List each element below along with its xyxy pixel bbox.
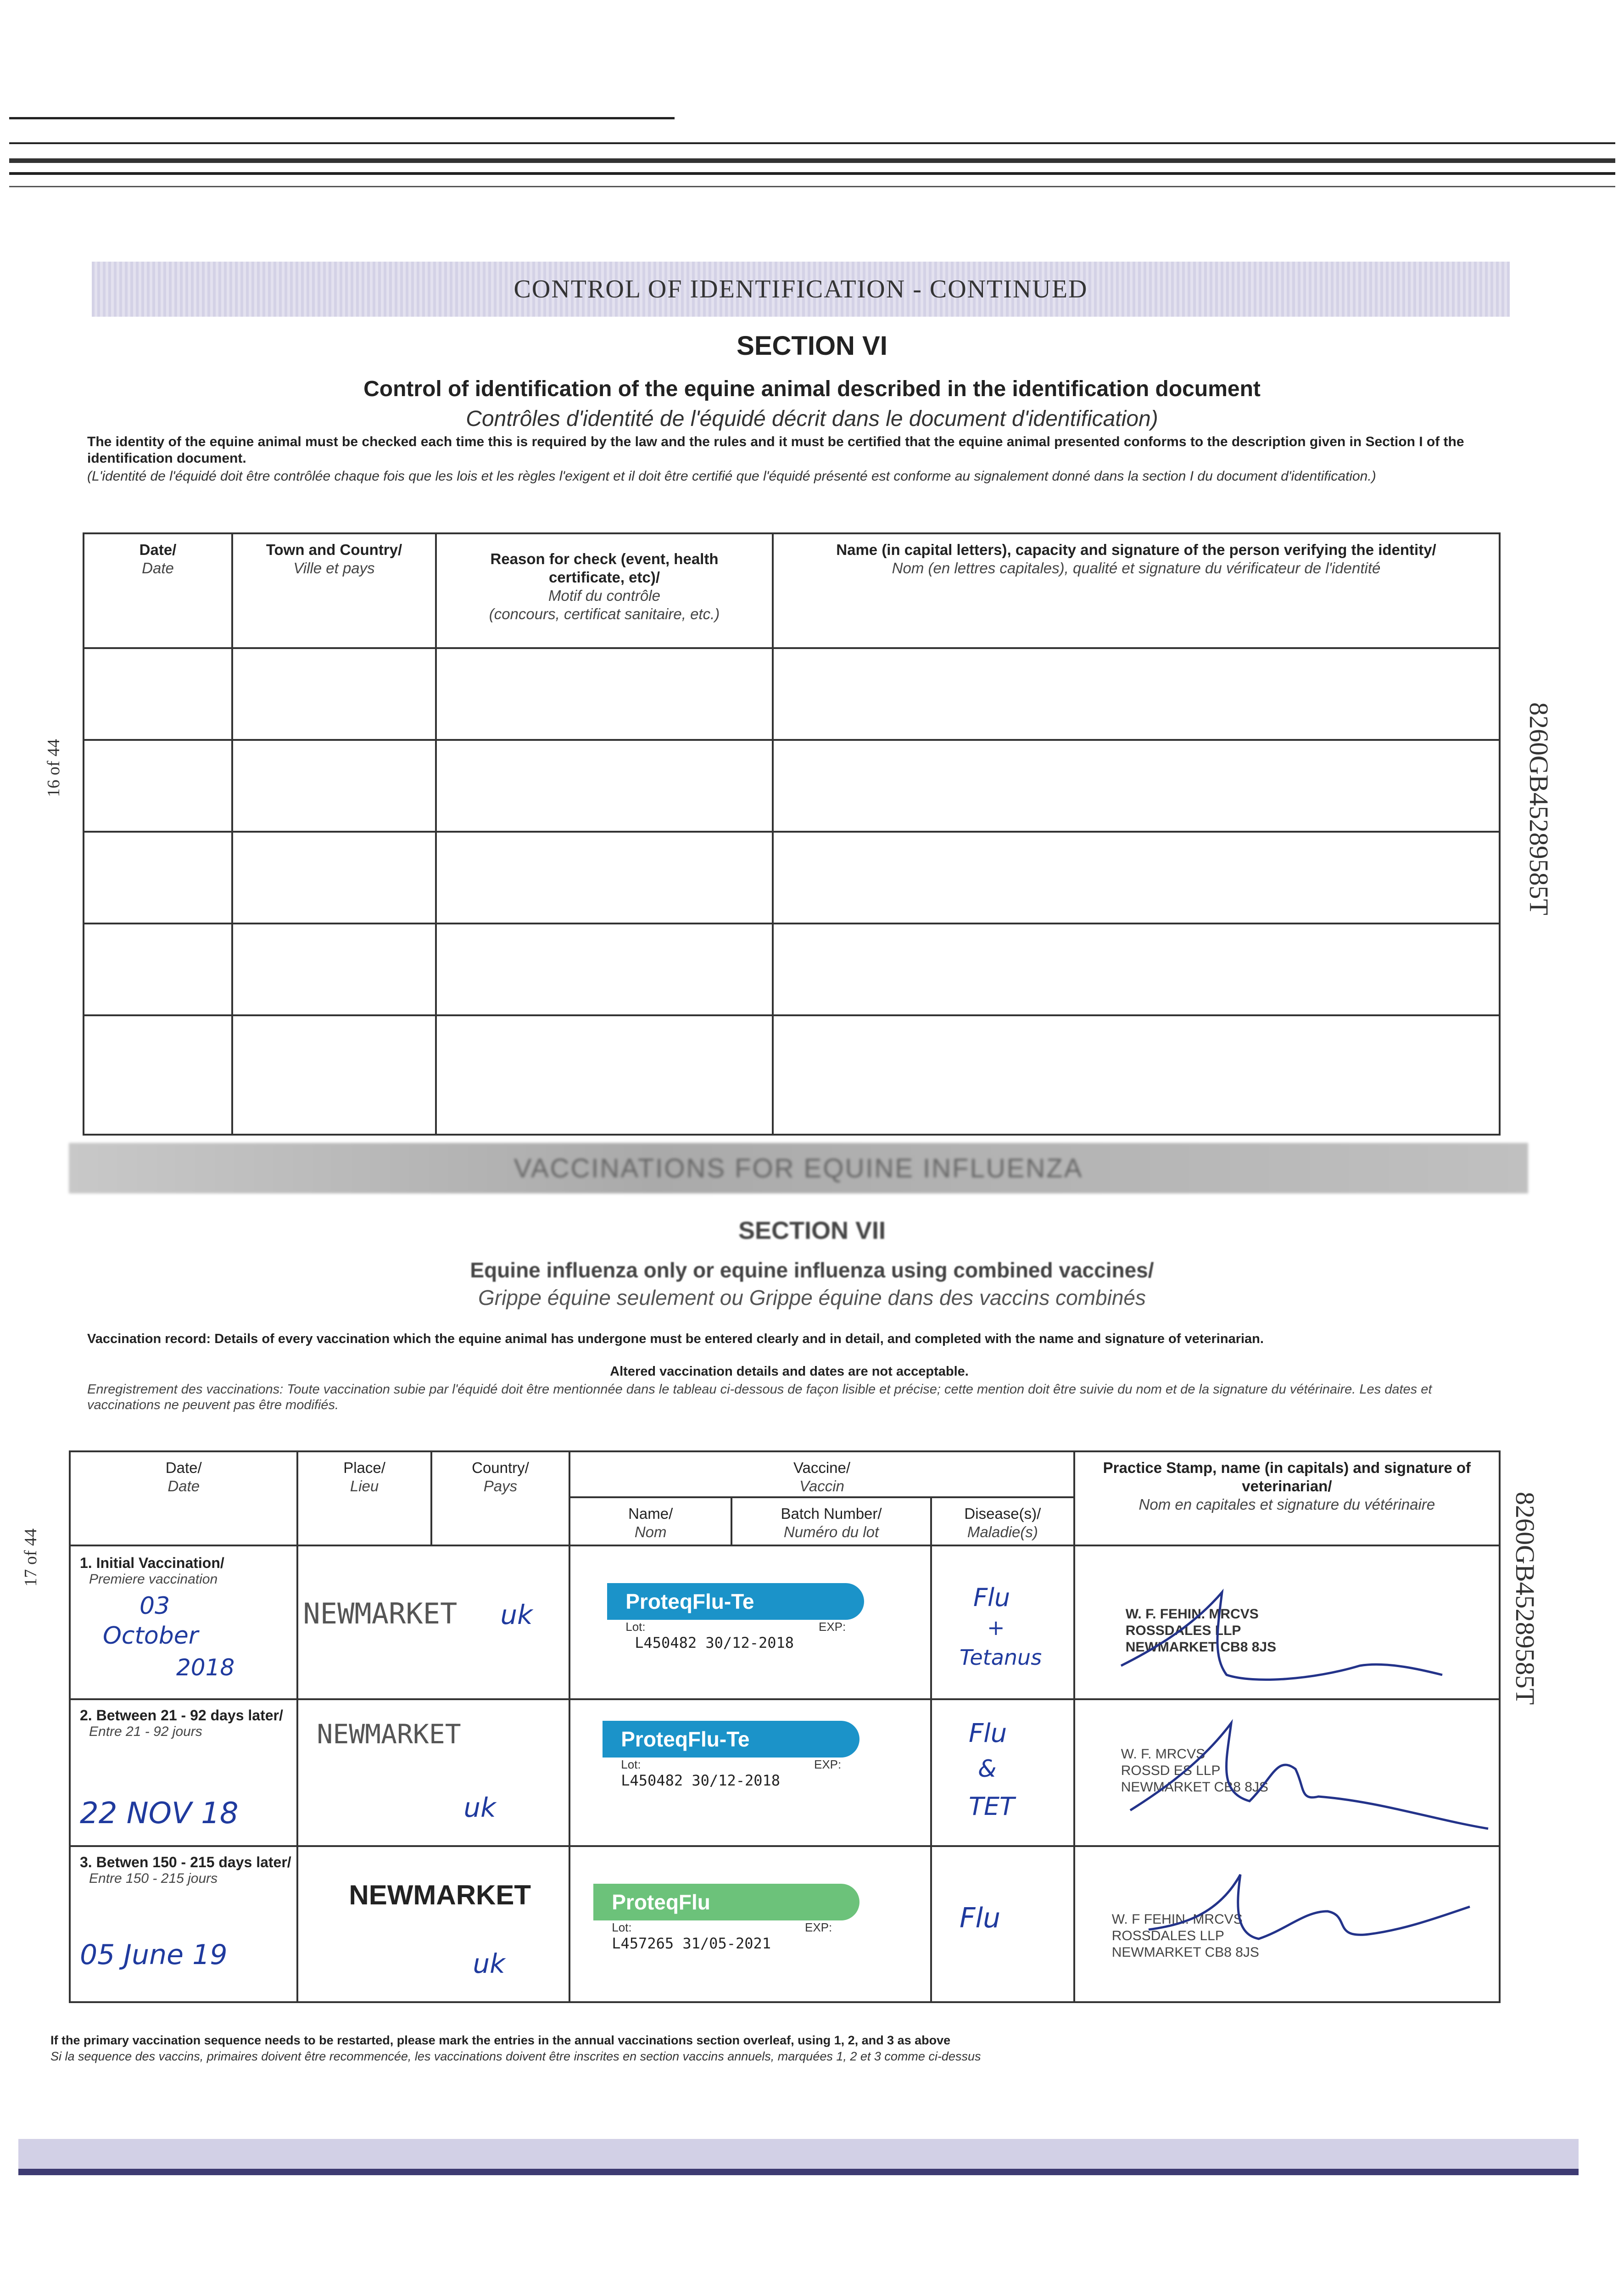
cover-edge-dark [18,2169,1579,2175]
cell[interactable] [436,924,773,1015]
passport-id-top: 8260GB45289585T [1524,702,1554,915]
lot-number: L450482 [635,1634,697,1651]
vax-header-country: Country/ Pays [431,1451,570,1545]
vax-place-country-cell[interactable] [297,1846,569,2002]
place-stamp: NEWMARKET [317,1718,461,1750]
handwritten-country: uk [500,1599,533,1630]
vet-signature [1112,1861,1488,1980]
vax-header-name: Name/ Nom [569,1497,731,1545]
vax-header-disease: Disease(s)/ Maladie(s) [931,1497,1074,1545]
cell[interactable] [773,924,1500,1015]
binding-line [9,186,1615,187]
binding-line [9,158,1615,163]
vax-header-date: Date/ Date [70,1451,297,1545]
vaccine-name: ProteqFlu-Te [603,1721,859,1758]
exp-date: 30/12-2018 [705,1634,794,1651]
vet-stamp: W. F FEHIN. MRCVS ROSSDALES LLP NEWMARKET CB8 8JS [1111,1912,1259,1960]
footnote-fr: Si la sequence des vaccins, primaires doivent être recommencée, les vaccinations doivent être inscrites en section vaccins annuels, marquées 1, 2 et 3 comme ci-dessus [50,2049,981,2063]
vax-stamp-cell[interactable] [1074,1545,1500,1699]
vaccine-name: ProteqFlu-Te [607,1583,864,1620]
vax-vaccine-cell[interactable] [569,1846,931,2002]
banner-text: CONTROL OF IDENTIFICATION - CONTINUED [513,275,1088,303]
header-town: Town and Country/ Ville et pays [232,533,436,648]
vax-vaccine-cell[interactable] [569,1699,931,1846]
binding-line [9,142,1615,144]
cell[interactable] [232,1015,436,1135]
vax-row-2 [70,1699,1500,1846]
cell[interactable] [232,924,436,1015]
section7-subtitle-fr: Grippe équine seulement ou Grippe équine dans des vaccins combinés [478,1286,1146,1310]
vaccine-label: ProteqFlu-Te Lot: EXP: L450482 30/12-2018 [607,1583,864,1651]
cell[interactable] [84,648,232,740]
header-reason: Reason for check (event, health certificate, etc)/ Motif du contrôle (concours, certificat sanitaire, etc.) [436,533,773,648]
section7-subtitle-en: Equine influenza only or equine influenza using combined vaccines/ [470,1258,1154,1282]
vax-stamp-cell[interactable] [1074,1699,1500,1846]
section6-subtitle-en: Control of identification of the equine animal described in the identification document [363,377,1261,401]
cell[interactable] [84,1015,232,1135]
cell[interactable] [773,648,1500,740]
cell[interactable] [773,1015,1500,1135]
vaccine-label: ProteqFlu-Te Lot: EXP: L450482 30/12-2018 [603,1721,859,1789]
cell[interactable] [232,832,436,924]
vax-stamp-cell[interactable] [1074,1846,1500,2002]
page-number-16: 16 of 44 [44,739,63,797]
passport-id-bottom: 8260GB45289585T [1510,1492,1540,1705]
record-text-en: Vaccination record: Details of every vaccination which the equine animal has undergone must be entered clearly and in detail, and completed with the name and signature of veterinarian. [87,1332,1264,1346]
vax-date-cell[interactable]: 3. Betwen 150 - 215 days later/ Entre 150 - 215 jours 05 June 19 [70,1846,297,2002]
section7-title: SECTION VII [738,1217,886,1244]
vax-place-country-cell[interactable] [297,1699,569,1846]
handwritten-country: uk [473,1948,505,1979]
vax-header-stamp: Practice Stamp, name (in capitals) and signature of veterinarian/ Nom en capitales et signature du vétérinaire [1074,1451,1500,1545]
vet-stamp: W. F. FEHIN. MRCVS ROSSDALES LLP NEWMARKET CB8 8JS [1125,1606,1277,1655]
vax-vaccine-cell[interactable] [569,1545,931,1699]
cell[interactable] [232,648,436,740]
vaccination-table [69,1450,1501,2003]
cell[interactable] [436,648,773,740]
exp-date: 31/05-2021 [682,1935,771,1952]
vax-disease-cell[interactable]: Flu [931,1846,1074,2002]
vaccine-name: ProteqFlu [593,1884,859,1920]
binding-line [9,117,675,119]
record-text-fr: Enregistrement des vaccinations: Toute vaccination subie par l'équidé doit être mentionnée dans le tableau ci-dessous de façon lisible et précise; cette mention doit être suivie du nom et de la signature du vétérinaire. Les dates et vaccinations ne peuvent pas être modifiés. [87,1382,1432,1412]
cell[interactable] [84,924,232,1015]
handwritten-date: 2018 [176,1654,235,1681]
header-verifier: Name (in capital letters), capacity and signature of the person verifying the identity/ Nom (en lettres capitales), qualité et signature du vérificateur de l'identité [773,533,1500,648]
vet-signature [1103,1709,1493,1842]
vax-row-1 [70,1545,1500,1699]
section6-subtitle-fr: Contrôles d'identité de l'équidé décrit dans le document d'identification) [466,407,1158,431]
cell[interactable] [773,740,1500,832]
header-date: Date/ Date [84,533,232,648]
identity-check-table [83,532,1501,1136]
handwritten-date: 22 NOV 18 [80,1797,239,1830]
handwritten-date: 03 [140,1592,170,1620]
cell[interactable] [436,832,773,924]
vax-header-batch: Batch Number/ Numéro du lot [731,1497,931,1545]
vax-date-cell[interactable]: 1. Initial Vaccination/ Premiere vaccination 03 October 2018 [70,1545,297,1699]
cell[interactable] [84,740,232,832]
cover-edge [18,2139,1579,2171]
place-stamp: NEWMARKET [349,1880,531,1910]
vax-disease-cell[interactable]: Flu & TET [931,1699,1074,1846]
lot-number: L457265 [612,1935,674,1952]
record-text-en-2: Altered vaccination details and dates are not acceptable. [610,1364,969,1379]
vaccinations-banner: VACCINATIONS FOR EQUINE INFLUENZA [69,1143,1528,1193]
cell[interactable] [232,740,436,832]
binding-line [9,172,1615,175]
exp-date: 30/12-2018 [692,1772,781,1789]
section6-intro-fr: (L'identité de l'équidé doit être contrôlée chaque fois que les lois et les règles l'exigent et il doit être certifié que l'équidé présenté est conforme au signalement donné dans la section I du document d'identification.) [87,469,1376,484]
control-identification-banner [92,262,1510,317]
vet-signature [1103,1574,1451,1693]
section6-title: SECTION VI [737,331,887,361]
cell[interactable] [84,832,232,924]
cell[interactable] [436,740,773,832]
handwritten-country: uk [463,1792,496,1823]
vax-header-place: Place/ Lieu [297,1451,431,1545]
vet-stamp: W. F. MRCVS ROSSD ES LLP NEWMARKET CB8 8JS [1121,1746,1268,1795]
vax-disease-cell[interactable]: Flu + Tetanus [931,1545,1074,1699]
handwritten-date: October [103,1622,199,1650]
cell[interactable] [436,1015,773,1135]
lot-number: L450482 [621,1772,683,1789]
vax-header-vaccine: Vaccine/ Vaccin [569,1451,1074,1497]
cell[interactable] [773,832,1500,924]
vax-date-cell[interactable]: 2. Between 21 - 92 days later/ Entre 21 - 92 jours 22 NOV 18 [70,1699,297,1846]
place-stamp: NEWMARKET [303,1597,458,1630]
section6-intro-en: The identity of the equine animal must be checked each time this is required by the law and the rules and it must be certified that the equine animal presented conforms to the description given in Section I of the identification document. [87,434,1464,466]
handwritten-date: 05 June 19 [80,1939,228,1971]
page-number-17: 17 of 44 [21,1528,40,1587]
vax-place-country-cell[interactable] [297,1545,569,1699]
footnote-en: If the primary vaccination sequence needs to be restarted, please mark the entries in the annual vaccinations section overleaf, using 1, 2, and 3 as above [50,2033,951,2047]
vaccine-label: ProteqFlu Lot: EXP: L457265 31/05-2021 [593,1884,850,1952]
vax-row-3 [70,1846,1500,2002]
